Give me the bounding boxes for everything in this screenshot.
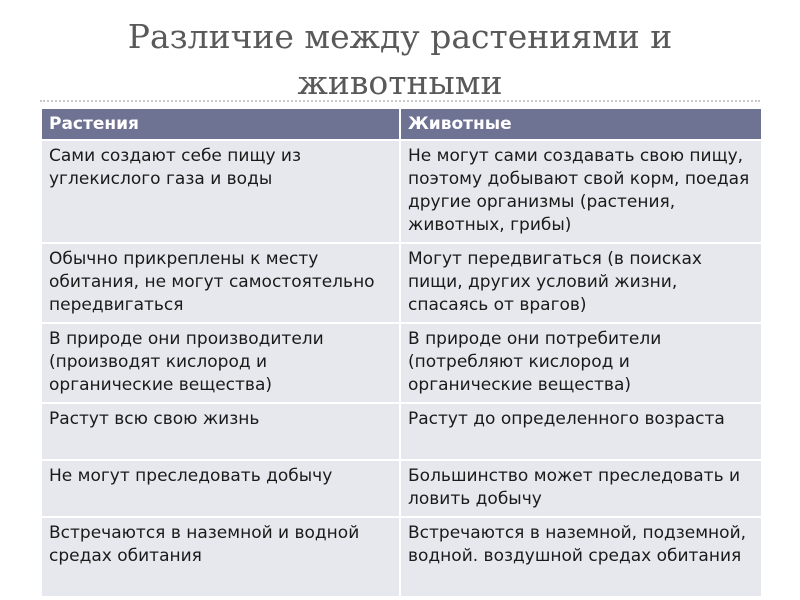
comparison-table bbox=[40, 107, 763, 598]
cell-animals: Могут передвигаться (в поисках пищи, других условий жизни, спасаясь от врагов) bbox=[400, 243, 762, 323]
slide-title-line-2: животными bbox=[297, 63, 503, 102]
cell-plants: Обычно прикреплены к месту обитания, не могут самостоятельно передвигаться bbox=[41, 243, 400, 323]
cell-plants: Встречаются в наземной и водной средах обитания bbox=[41, 517, 400, 597]
cell-animals: В природе они потребители (потребляют кислород и органические вещества) bbox=[400, 323, 762, 403]
cell-plants: Сами создают себе пищу из углекислого газа и воды bbox=[41, 140, 400, 243]
cell-plants: Не могут преследовать добычу bbox=[41, 460, 400, 517]
cell-animals: Большинство может преследовать и ловить добычу bbox=[400, 460, 762, 517]
cell-animals: Растут до определенного возраста bbox=[400, 403, 762, 460]
table-row bbox=[41, 403, 762, 460]
table-row bbox=[41, 243, 762, 323]
table-row bbox=[41, 140, 762, 243]
table-row bbox=[41, 323, 762, 403]
cell-plants: В природе они производители (производят кислород и органические вещества) bbox=[41, 323, 400, 403]
slide-title-line-1: Различие между растениями и bbox=[127, 17, 673, 56]
header-animals: Животные bbox=[400, 108, 762, 140]
slide-title bbox=[40, 14, 760, 106]
header-plants: Растения bbox=[41, 108, 400, 140]
cell-animals: Встречаются в наземной, подземной, водной. воздушной средах обитания bbox=[400, 517, 762, 597]
table-header-row bbox=[41, 108, 762, 140]
table-row bbox=[41, 460, 762, 517]
cell-animals: Не могут сами создавать свою пищу, поэтому добывают свой корм, поедая другие организмы (растения, животных, грибы) bbox=[400, 140, 762, 243]
table-row bbox=[41, 517, 762, 597]
title-divider bbox=[40, 100, 760, 102]
cell-plants: Растут всю свою жизнь bbox=[41, 403, 400, 460]
